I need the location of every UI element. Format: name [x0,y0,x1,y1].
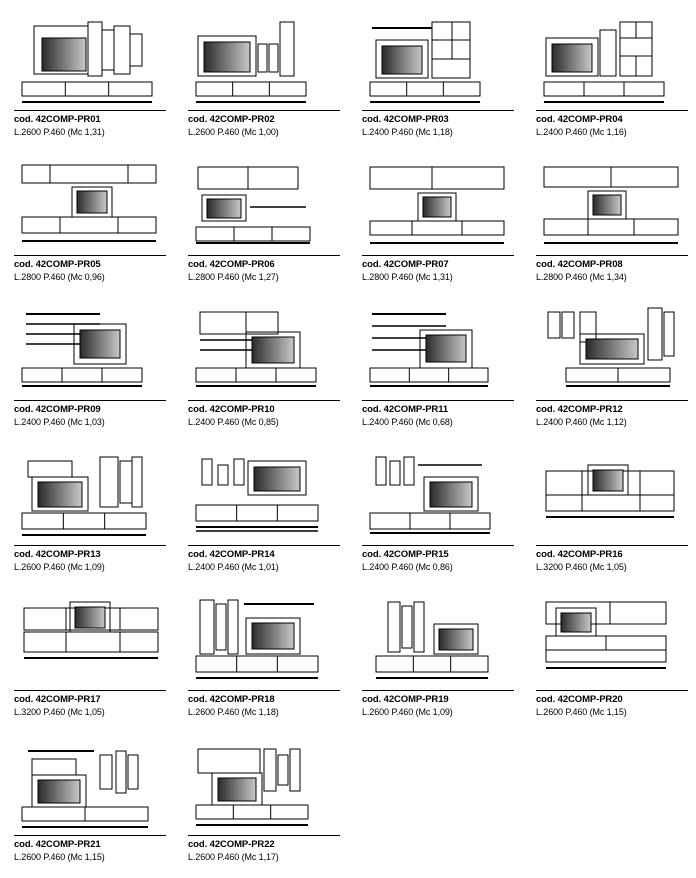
composition-item [174,733,348,864]
composition-item [522,443,696,574]
composition-code: cod. 42COMP-PR06 [188,259,275,270]
composition-code: cod. 42COMP-PR16 [536,549,623,560]
composition-dimensions: L.2400 P.460 (Mc 0,86) [362,562,453,572]
composition-code: cod. 42COMP-PR05 [14,259,101,270]
composition-dimensions: L.2800 P.460 (Mc 1,27) [188,272,279,282]
composition-dimensions: L.2600 P.460 (Mc 1,31) [14,127,105,137]
composition-dimensions: L.2600 P.460 (Mc 1,00) [188,127,279,137]
composition-drawing [14,733,166,831]
composition-code: cod. 42COMP-PR13 [14,549,101,560]
composition-code: cod. 42COMP-PR11 [362,404,449,415]
composition-code: cod. 42COMP-PR10 [188,404,275,415]
composition-item [522,153,696,284]
composition-drawing [536,298,688,396]
caption-divider [188,400,340,401]
composition-item [348,588,522,719]
composition-code: cod. 42COMP-PR20 [536,694,623,705]
composition-item [0,588,174,719]
caption-divider [362,545,514,546]
caption-divider [536,690,688,691]
composition-dimensions: L.2400 P.460 (Mc 1,18) [362,127,453,137]
composition-item [174,298,348,429]
composition-item [522,8,696,139]
composition-item [174,588,348,719]
caption-divider [188,690,340,691]
composition-drawing [362,8,514,106]
composition-code: cod. 42COMP-PR19 [362,694,449,705]
caption-divider [536,110,688,111]
composition-item [348,298,522,429]
composition-item [0,733,174,864]
composition-drawing [536,443,688,541]
composition-drawing [362,443,514,541]
composition-code: cod. 42COMP-PR18 [188,694,275,705]
caption-divider [536,545,688,546]
caption-divider [188,835,340,836]
composition-drawing [188,298,340,396]
caption-divider [188,545,340,546]
composition-dimensions: L.2800 P.460 (Mc 1,31) [362,272,453,282]
caption-divider [14,400,166,401]
composition-item [0,8,174,139]
composition-dimensions: L.2400 P.460 (Mc 0,68) [362,417,453,427]
composition-code: cod. 42COMP-PR01 [14,114,101,125]
caption-divider [14,690,166,691]
composition-code: cod. 42COMP-PR04 [536,114,623,125]
composition-drawing [188,733,340,831]
composition-dimensions: L.2800 P.460 (Mc 1,34) [536,272,627,282]
composition-dimensions: L.2800 P.460 (Mc 0,96) [14,272,105,282]
composition-drawing [14,153,166,251]
caption-divider [362,690,514,691]
composition-item [174,443,348,574]
composition-drawing [14,443,166,541]
composition-dimensions: L.3200 P.460 (Mc 1,05) [14,707,105,717]
composition-item [522,298,696,429]
caption-divider [362,110,514,111]
composition-item [348,8,522,139]
caption-divider [14,255,166,256]
composition-code: cod. 42COMP-PR21 [14,839,101,850]
composition-dimensions: L.2600 P.460 (Mc 1,09) [14,562,105,572]
composition-code: cod. 42COMP-PR08 [536,259,623,270]
caption-divider [536,400,688,401]
caption-divider [362,400,514,401]
composition-drawing [536,153,688,251]
caption-divider [14,545,166,546]
composition-drawing [362,153,514,251]
caption-divider [14,110,166,111]
composition-drawing [362,588,514,686]
composition-drawing [14,588,166,686]
composition-dimensions: L.2400 P.460 (Mc 1,01) [188,562,279,572]
composition-item [0,298,174,429]
composition-item [0,153,174,284]
caption-divider [536,255,688,256]
composition-drawing [362,298,514,396]
composition-code: cod. 42COMP-PR17 [14,694,101,705]
composition-item [174,153,348,284]
composition-drawing [188,8,340,106]
composition-drawing [188,443,340,541]
composition-item [0,443,174,574]
composition-code: cod. 42COMP-PR22 [188,839,275,850]
composition-dimensions: L.3200 P.460 (Mc 1,05) [536,562,627,572]
caption-divider [188,255,340,256]
composition-dimensions: L.2400 P.460 (Mc 1,12) [536,417,627,427]
composition-dimensions: L.2600 P.460 (Mc 1,09) [362,707,453,717]
composition-dimensions: L.2600 P.460 (Mc 1,18) [188,707,279,717]
composition-item [348,153,522,284]
composition-dimensions: L.2400 P.460 (Mc 1,16) [536,127,627,137]
caption-divider [188,110,340,111]
composition-code: cod. 42COMP-PR07 [362,259,449,270]
caption-divider [362,255,514,256]
composition-item [348,443,522,574]
composition-code: cod. 42COMP-PR09 [14,404,101,415]
composition-drawing [14,8,166,106]
composition-dimensions: L.2600 P.460 (Mc 1,15) [536,707,627,717]
composition-dimensions: L.2400 P.460 (Mc 1,03) [14,417,105,427]
composition-dimensions: L.2600 P.460 (Mc 1,15) [14,852,105,862]
composition-code: cod. 42COMP-PR14 [188,549,275,560]
composition-drawing [188,153,340,251]
composition-item [174,8,348,139]
composition-item [522,588,696,719]
composition-code: cod. 42COMP-PR02 [188,114,275,125]
composition-drawing [14,298,166,396]
composition-dimensions: L.2400 P.460 (Mc 0,85) [188,417,279,427]
composition-code: cod. 42COMP-PR03 [362,114,449,125]
composition-drawing [188,588,340,686]
composition-drawing [536,588,688,686]
composition-dimensions: L.2600 P.460 (Mc 1,17) [188,852,279,862]
composition-code: cod. 42COMP-PR15 [362,549,449,560]
composition-code: cod. 42COMP-PR12 [536,404,623,415]
caption-divider [14,835,166,836]
composition-drawing [536,8,688,106]
